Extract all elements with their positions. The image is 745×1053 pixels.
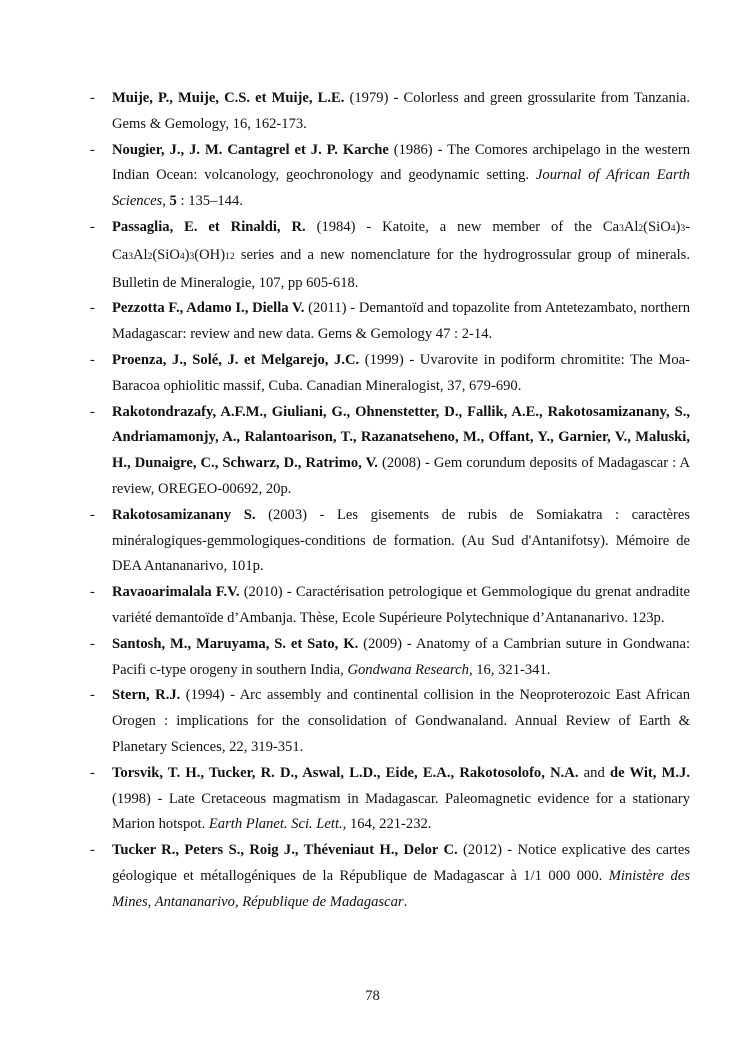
subscript: 2 bbox=[638, 223, 644, 234]
ref-text: (1986) - The Comores archipelago in the western Indian Ocean: volcanology, geochronology and geodynamic setting. bbox=[112, 141, 690, 184]
ref-authors: Nougier, J., J. M. Cantagrel et J. P. Karche bbox=[112, 141, 389, 158]
ref-authors: Muije, P., Muije, C.S. et Muije, L.E. bbox=[112, 90, 345, 106]
ref-authors: Santosh, M., Maruyama, S. et Sato, K. bbox=[112, 635, 359, 652]
ref-text: (SiO bbox=[643, 218, 671, 235]
ref-journal: Journal of African Earth Sciences bbox=[112, 167, 690, 210]
reference-item bbox=[90, 761, 690, 838]
ref-text: (2012) - Notice explicative des cartes géologique et métallogéniques de la République de Madagascar à 1/1 000 000. bbox=[112, 842, 691, 884]
bullet-dash: - bbox=[90, 218, 95, 235]
ref-text: (1994) - Arc assembly and continental collision in the Neoproterozoic East African Orogen : implications for the consolidation of Gondwanaland. Annual Review of Earth & Planetary Sciences, 22, 319-351. bbox=[112, 687, 690, 755]
bullet-dash: - bbox=[90, 506, 95, 523]
ref-text: : 135–144. bbox=[176, 193, 243, 210]
reference-item bbox=[90, 215, 690, 296]
ref-text: ) bbox=[675, 218, 681, 235]
ref-authors: Stern, R.J. bbox=[112, 687, 181, 704]
subscript: 3 bbox=[680, 223, 686, 234]
reference-item bbox=[90, 838, 690, 915]
reference-item bbox=[90, 138, 690, 215]
ref-authors: Torsvik, T. H., Tucker, R. D., Aswal, L.D., Eide, E.A., Rakotosolofo, N.A. bbox=[112, 764, 579, 781]
reference-item bbox=[90, 348, 690, 400]
ref-authors: Proenza, J., Solé, J. et Melgarejo, J.C. bbox=[112, 351, 360, 368]
bullet-dash: - bbox=[90, 635, 95, 652]
bullet-dash: - bbox=[90, 403, 95, 420]
bullet-dash: - bbox=[90, 842, 95, 859]
ref-text: , 16, 321-341. bbox=[468, 661, 551, 678]
subscript: 3 bbox=[619, 223, 624, 234]
ref-authors: Ravaoarimalala F.V. bbox=[112, 584, 240, 601]
ref-text: Al bbox=[132, 246, 148, 263]
ref-authors: Pezzotta F., Adamo I., Diella V. bbox=[112, 300, 305, 317]
ref-text: -Ca bbox=[112, 218, 690, 263]
ref-text: (2010) - Caractérisation petrologique et Gemmologique du grenat andradite variété demantoïde d’Ambanja. Thèse, Ecole Supérieure Polytechnique d’Antananarivo. 123p. bbox=[112, 584, 690, 626]
reference-list bbox=[90, 86, 690, 916]
bullet-dash: - bbox=[90, 351, 95, 368]
ref-text: and bbox=[578, 764, 610, 781]
subscript: 4 bbox=[179, 251, 185, 262]
ref-text: series and a new nomenclature for the hydrogrossular group of minerals. Bulletin de Mineralogie, 107, pp 605-618. bbox=[112, 246, 690, 291]
bullet-dash: - bbox=[90, 141, 95, 158]
ref-text: Al bbox=[623, 218, 639, 235]
bullet-dash: - bbox=[90, 300, 95, 317]
ref-text: . bbox=[403, 893, 408, 910]
subscript: 12 bbox=[225, 251, 235, 262]
ref-publisher: Ministère des Mines, Antananarivo, République de Madagascar bbox=[112, 867, 691, 910]
reference-item bbox=[90, 86, 690, 138]
ref-text: (2008) - Gem corundum deposits of Madagascar : A review, OREGEO-00692, 20p. bbox=[112, 455, 691, 497]
ref-authors: Rakotondrazafy, A.F.M., Giuliani, G., Ohnenstetter, D., Fallik, A.E., Rakotosamizanany, S., Andriamamonjy, A., Ralantoarison, T., Razanatseheno, M., Offant, Y., Garnier, V., Maluski, H., Dunaigre, C., Schwarz, D., Ratrimo, V. bbox=[112, 403, 690, 472]
subscript: 4 bbox=[670, 223, 676, 234]
ref-text: (1998) - Late Cretaceous magmatism in Madagascar. Paleomagnetic evidence for a stationary Marion hotspot. bbox=[112, 790, 690, 833]
reference-item bbox=[90, 503, 690, 580]
ref-text: (1984) - Katoite, a new member of the Ca bbox=[305, 218, 620, 235]
subscript: 3 bbox=[189, 251, 195, 262]
ref-text: (2009) - Anatomy of a Cambrian suture in Gondwana: Pacifi c-type orogeny in southern India bbox=[112, 635, 690, 678]
ref-text: (2011) - Demantoïd and topazolite from Antetezambato, northern Madagascar: review and new data. Gems & Gemology 47 : 2-14. bbox=[112, 300, 690, 343]
ref-text: (2003) - Les gisements de rubis de Somiakatra : caractères minéralogiques-gemmologiques-conditions de formation. (Au Sud d'Antanifotsy). Mémoire de DEA Antananarivo, 101p. bbox=[112, 506, 690, 575]
subscript: 2 bbox=[147, 251, 153, 262]
ref-journal: , Gondwana Research bbox=[340, 661, 469, 678]
ref-text: (SiO bbox=[152, 246, 180, 263]
reference-item bbox=[90, 296, 690, 348]
ref-authors: Tucker R., Peters S., Roig J., Théveniaut H., Delor C. bbox=[112, 842, 458, 859]
ref-authors: Passaglia, E. et Rinaldi, R. bbox=[112, 218, 306, 235]
ref-text: , bbox=[162, 193, 170, 210]
ref-text: 164, 221-232. bbox=[346, 816, 432, 833]
ref-text: (OH) bbox=[194, 246, 226, 263]
ref-text: ) bbox=[184, 246, 190, 263]
bullet-dash: - bbox=[90, 584, 95, 601]
ref-authors: de Wit, M.J. bbox=[609, 764, 690, 781]
reference-item bbox=[90, 580, 690, 632]
bullet-dash: - bbox=[90, 687, 95, 704]
page-number: 78 bbox=[365, 988, 380, 1004]
reference-item bbox=[90, 683, 690, 760]
ref-authors: Rakotosamizanany S. bbox=[112, 506, 256, 523]
subscript: 3 bbox=[128, 251, 133, 262]
reference-item bbox=[90, 400, 690, 503]
ref-text: (1979) - Colorless and green grossularite from Tanzania. Gems & Gemology, 16, 162-173. bbox=[112, 90, 690, 132]
ref-text: (1999) - Uvarovite in podiform chromitite: The Moa-Baracoa ophiolitic massif, Cuba. Canadian Mineralogist, 37, 679-690. bbox=[112, 351, 690, 394]
ref-journal: Earth Planet. Sci. Lett., bbox=[208, 816, 347, 833]
ref-volume: 5 bbox=[169, 193, 177, 210]
bullet-dash: - bbox=[90, 90, 95, 106]
reference-item bbox=[90, 632, 690, 684]
bullet-dash: - bbox=[90, 764, 95, 781]
